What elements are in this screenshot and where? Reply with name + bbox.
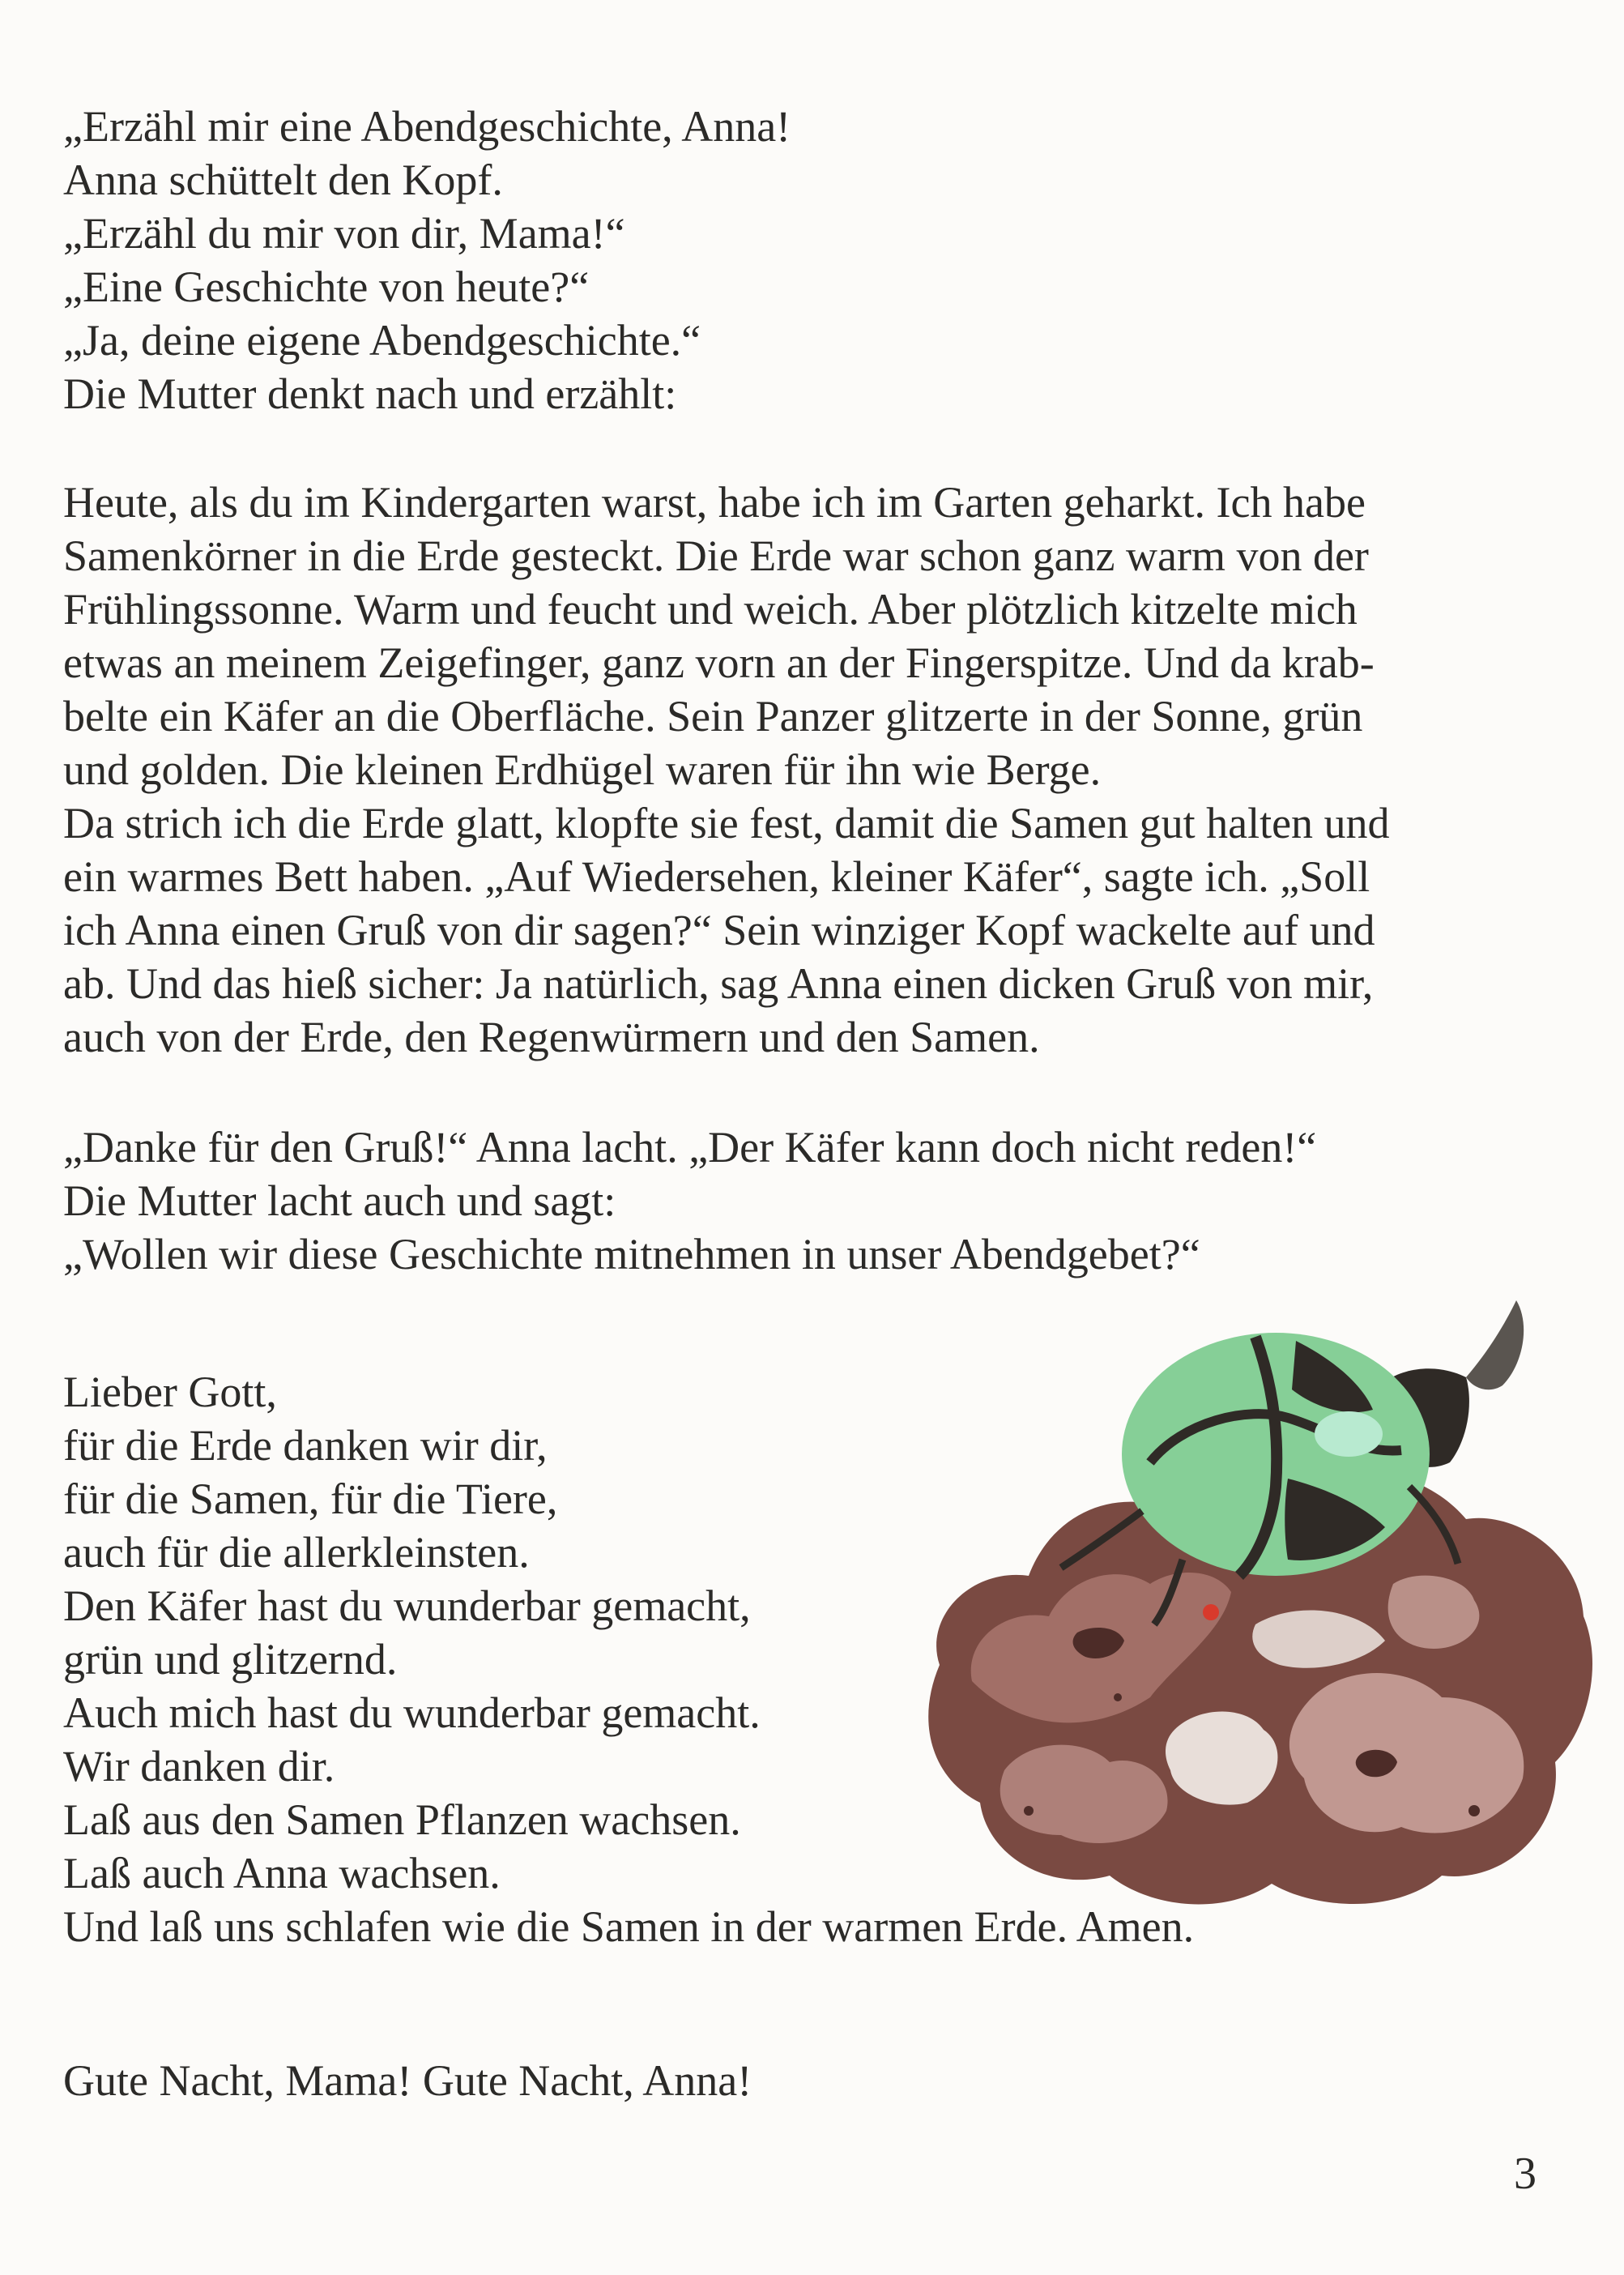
text-line: ab. Und das hieß sicher: Ja natürlich, sag Anna einen dicken Gruß von mir, (63, 959, 1374, 1008)
text-line: Da strich ich die Erde glatt, klopfte sie fest, damit die Samen gut halten und (63, 799, 1390, 847)
text-line: auch von der Erde, den Regenwürmern und den Samen. (63, 1013, 1040, 1061)
prayer-line: grün und glitzernd. (63, 1635, 398, 1684)
text-line: „Danke für den Gruß!“ Anna lacht. „Der Käfer kann doch nicht reden!“ (63, 1123, 1317, 1172)
text-line: ich Anna einen Gruß von dir sagen?“ Sein winziger Kopf wackelte auf und (63, 906, 1375, 954)
text-line: „Eine Geschichte von heute?“ (63, 262, 590, 311)
text-line: und golden. Die kleinen Erdhügel waren für ihn wie Berge. (63, 745, 1102, 794)
text-line: etwas an meinem Zeigefinger, ganz vorn an der Fingerspitze. Und da krab- (63, 638, 1375, 687)
opening-dialog (63, 100, 791, 420)
text-line: ein warmes Bett haben. „Auf Wiedersehen, kleiner Käfer“, sagte ich. „Soll (63, 852, 1370, 901)
prayer-line: Laß auch Anna wachsen. (63, 1849, 501, 1897)
text-line: Heute, als du im Kindergarten warst, habe ich im Garten geharkt. Ich habe (63, 478, 1366, 527)
beetle-on-soil-icon (907, 1244, 1604, 1932)
text-line: „Wollen wir diese Geschichte mitnehmen in unser Abendgebet?“ (63, 1230, 1200, 1278)
prayer-line: Wir danken dir. (63, 1742, 335, 1791)
goodnight-line (63, 2054, 752, 2107)
prayer-line: Den Käfer hast du wunderbar gemacht, (63, 1581, 751, 1630)
prayer-line: auch für die allerkleinsten. (63, 1528, 530, 1577)
prayer-line: Lieber Gott, (63, 1368, 277, 1416)
text-line: Frühlingssonne. Warm und feucht und weich. Aber plötzlich kitzelte mich (63, 585, 1358, 634)
prayer-line: Auch mich hast du wunderbar gemacht. (63, 1688, 761, 1737)
text-line: Die Mutter lacht auch und sagt: (63, 1176, 616, 1225)
text-line: belte ein Käfer an die Oberfläche. Sein Panzer glitzerte in der Sonne, grün (63, 692, 1363, 741)
story-paragraph (63, 476, 1390, 1064)
page-number: 3 (1514, 2149, 1537, 2199)
prayer-line: Laß aus den Samen Pflanzen wachsen. (63, 1795, 741, 1844)
text-line: „Erzähl du mir von dir, Mama!“ (63, 209, 625, 258)
text-line: Gute Nacht, Mama! Gute Nacht, Anna! (63, 2056, 752, 2105)
text-line: „Erzähl mir eine Abendgeschichte, Anna! (63, 102, 791, 151)
prayer-line: für die Samen, für die Tiere, (63, 1475, 558, 1523)
text-line: Die Mutter denkt nach und erzählt: (63, 369, 677, 418)
text-line: Anna schüttelt den Kopf. (63, 156, 503, 204)
text-line: Samenkörner in die Erde gesteckt. Die Erde war schon ganz warm von der (63, 531, 1369, 580)
prayer-line: für die Erde danken wir dir, (63, 1421, 548, 1470)
prayer-line: Und laß uns schlafen wie die Samen in der warmen Erde. Amen. (63, 1902, 1195, 1951)
text-line: „Ja, deine eigene Abendgeschichte.“ (63, 316, 701, 365)
